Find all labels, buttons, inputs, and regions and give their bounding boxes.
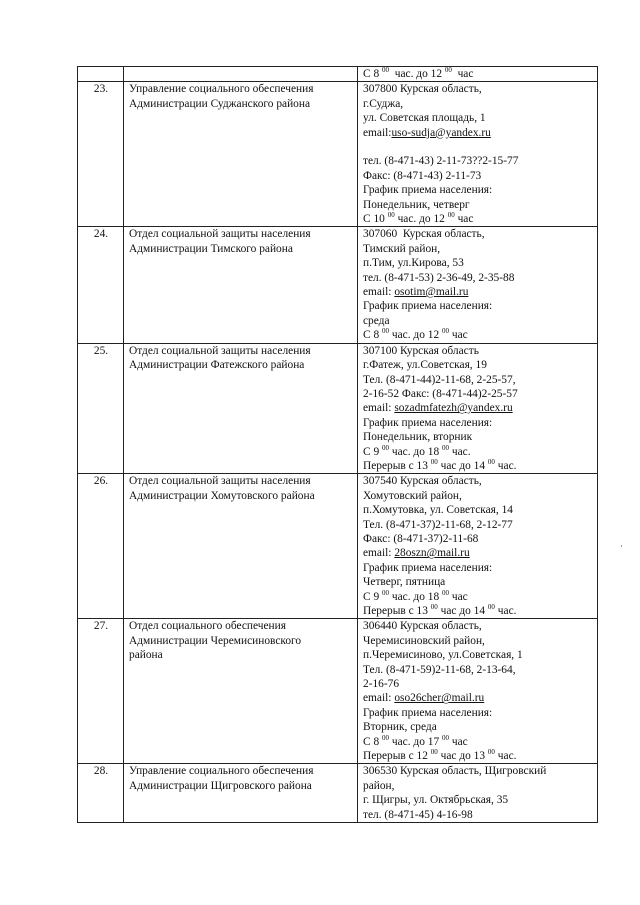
schedule-hours-suffix: час. bbox=[451, 445, 471, 458]
address-line: 307060 Курская область, bbox=[363, 228, 485, 241]
organization-name-line: Администрации Тимского района bbox=[129, 242, 293, 255]
break-hours bbox=[363, 604, 593, 618]
contact-info-cell bbox=[358, 82, 598, 227]
schedule-days: Понедельник, четверг bbox=[363, 198, 470, 211]
schedule-hours-prefix: С bbox=[363, 213, 371, 226]
phone-line: тел. (8-471-43) 2-11-73??2-15-77 bbox=[363, 155, 519, 168]
schedule-hours-prefix: С bbox=[363, 445, 371, 458]
contact-info-cell bbox=[358, 474, 598, 619]
schedule-hours-end-hour: 12 bbox=[430, 68, 443, 80]
schedule-hours-start-minutes: 00 bbox=[382, 66, 390, 74]
break-hours-end-minutes: 00 bbox=[487, 457, 495, 466]
schedule-hours-start-minutes: 00 bbox=[382, 588, 390, 597]
organization-cell bbox=[124, 619, 358, 764]
address-line: п.Тим, ул.Кирова, 53 bbox=[363, 257, 464, 270]
schedule-hours-suffix: час bbox=[451, 329, 468, 342]
organization-name-line: района bbox=[129, 649, 163, 662]
address-line: 306440 Курская область, bbox=[363, 620, 482, 633]
schedule-hours-suffix: час bbox=[451, 590, 468, 603]
email-line bbox=[363, 691, 593, 705]
break-hours-start-hour: 13 bbox=[416, 459, 428, 472]
schedule-hours-prefix: С bbox=[363, 735, 371, 748]
email-label: email: bbox=[363, 547, 395, 560]
organization-name-line: Управление социального обеспечения bbox=[129, 765, 314, 778]
contacts-table-body bbox=[78, 67, 598, 823]
contact-info-cell bbox=[358, 67, 598, 82]
break-hours bbox=[363, 749, 593, 763]
schedule-hours-start-hour: 8 bbox=[373, 735, 380, 748]
schedule-hours-until: час. до bbox=[391, 735, 428, 748]
break-hours-until: час до bbox=[440, 605, 474, 618]
break-hours-prefix: Перерыв с bbox=[363, 750, 414, 763]
address-line: Тел. (8-471-59)2-11-68, 2-13-64, bbox=[363, 663, 516, 676]
break-hours-start-minutes: 00 bbox=[430, 748, 438, 757]
table-row bbox=[78, 67, 598, 82]
schedule-hours-start-hour: 8 bbox=[373, 68, 380, 80]
address-line: г.Фатеж, ул.Советская, 19 bbox=[363, 359, 487, 372]
table-row bbox=[78, 227, 598, 343]
schedule-hours-start-hour: 9 bbox=[373, 445, 380, 458]
organization-name-line: Администрации Фатежского района bbox=[129, 359, 305, 372]
address-line: 306530 Курская область, Щигровский bbox=[363, 765, 547, 778]
email-link[interactable]: osotim@mail.ru bbox=[394, 286, 469, 299]
address-line: Тимский район, bbox=[363, 242, 441, 255]
schedule-hours-end-hour: 18 bbox=[427, 590, 440, 603]
break-hours-end-hour: 13 bbox=[473, 750, 486, 763]
scan-speck bbox=[621, 545, 622, 547]
address-line: Факс: (8-471-37)2-11-68 bbox=[363, 532, 479, 545]
schedule-hours-start-minutes: 00 bbox=[387, 211, 395, 220]
address-line: Тел. (8-471-37)2-11-68, 2-12-77 bbox=[363, 518, 513, 531]
schedule-hours-end-hour: 18 bbox=[427, 445, 440, 458]
address-line: г. Щигры, ул. Октябрьская, 35 bbox=[363, 794, 509, 807]
schedule-hours bbox=[363, 67, 593, 81]
schedule-hours-end-minutes: 00 bbox=[442, 733, 450, 742]
schedule-days: Четверг, пятница bbox=[363, 576, 446, 589]
break-hours bbox=[363, 459, 593, 473]
row-number: 27. bbox=[78, 619, 124, 764]
schedule-hours-until: час. до bbox=[391, 68, 431, 80]
table-row bbox=[78, 764, 598, 823]
organization-cell bbox=[124, 474, 358, 619]
organization-name-line: Администрации Черемисиновского bbox=[129, 634, 302, 647]
break-hours-suffix: час. bbox=[497, 605, 517, 618]
schedule-hours-end-minutes: 00 bbox=[442, 327, 450, 336]
schedule-hours-end-hour: 12 bbox=[427, 329, 440, 342]
organization-cell bbox=[124, 67, 358, 82]
schedule-hours-until: час. до bbox=[391, 445, 428, 458]
email-line bbox=[363, 285, 593, 299]
schedule-hours bbox=[363, 735, 593, 749]
row-number: 28. bbox=[78, 764, 124, 823]
email-label: email: bbox=[363, 126, 392, 139]
address-line: 2-16-76 bbox=[363, 678, 400, 691]
schedule-label: График приема населения: bbox=[363, 706, 493, 719]
email-line bbox=[363, 126, 593, 140]
table-row bbox=[78, 343, 598, 474]
email-link[interactable]: uso-sudja@yandex.ru bbox=[391, 126, 491, 139]
break-hours-until: час до bbox=[440, 750, 474, 763]
schedule-label: График приема населения: bbox=[363, 184, 493, 197]
schedule-hours-suffix: час bbox=[454, 68, 474, 80]
schedule-hours bbox=[363, 212, 593, 226]
break-hours-end-hour: 14 bbox=[473, 605, 486, 618]
table-row bbox=[78, 82, 598, 227]
organization-name-line: Отдел социального обеспечения bbox=[129, 620, 286, 633]
organization-name-line: Управление социального обеспечения bbox=[129, 83, 314, 96]
schedule-days: Понедельник, вторник bbox=[363, 431, 473, 444]
address-line: 307800 Курская область, bbox=[363, 83, 482, 96]
break-hours-end-minutes: 00 bbox=[487, 603, 495, 612]
address-line: п.Хомутовка, ул. Советская, 14 bbox=[363, 504, 513, 517]
schedule-label: График приема населения: bbox=[363, 300, 493, 313]
schedule-hours bbox=[363, 445, 593, 459]
schedule-hours-suffix: час bbox=[451, 735, 468, 748]
address-line: ул. Советская площадь, 1 bbox=[363, 112, 486, 125]
schedule-hours bbox=[363, 328, 593, 342]
address-line: 307540 Курская область, bbox=[363, 475, 482, 488]
schedule-hours-end-minutes: 00 bbox=[442, 443, 450, 452]
break-hours-end-minutes: 00 bbox=[487, 748, 495, 757]
break-hours-start-hour: 13 bbox=[416, 605, 428, 618]
organization-cell bbox=[124, 764, 358, 823]
schedule-hours-end-minutes: 00 bbox=[444, 66, 452, 74]
break-hours-prefix: Перерыв с bbox=[363, 459, 414, 472]
schedule-hours-start-hour: 9 bbox=[373, 590, 380, 603]
break-hours-start-hour: 12 bbox=[416, 750, 428, 763]
address-line: Тел. (8-471-44)2-11-68, 2-25-57, bbox=[363, 373, 516, 386]
schedule-label: График приема населения: bbox=[363, 561, 493, 574]
schedule-hours-start-minutes: 00 bbox=[382, 443, 390, 452]
row-number: 23. bbox=[78, 82, 124, 227]
schedule-hours-prefix: С bbox=[363, 68, 371, 80]
schedule-hours-prefix: С bbox=[363, 590, 371, 603]
contact-info-cell bbox=[358, 619, 598, 764]
email-link[interactable]: sozadmfatezh@yandex.ru bbox=[394, 402, 513, 415]
address-line: 2-16-52 Факс: (8-471-44)2-25-57 bbox=[363, 387, 518, 400]
organization-cell bbox=[124, 82, 358, 227]
address-line: Хомутовский район, bbox=[363, 489, 462, 502]
schedule-hours-suffix: час bbox=[457, 213, 474, 226]
break-hours-suffix: час. bbox=[497, 459, 517, 472]
schedule-hours-start-hour: 10 bbox=[373, 213, 385, 226]
email-label: email: bbox=[363, 402, 395, 415]
organization-name-line: Отдел социальной защиты населения bbox=[129, 228, 311, 241]
break-hours-start-minutes: 00 bbox=[430, 603, 438, 612]
contact-info-cell bbox=[358, 764, 598, 823]
schedule-hours-prefix: С bbox=[363, 329, 371, 342]
organization-name-line: Администрации Хомутовского района bbox=[129, 489, 315, 502]
schedule-hours bbox=[363, 590, 593, 604]
table-row bbox=[78, 474, 598, 619]
schedule-hours-start-minutes: 00 bbox=[382, 733, 390, 742]
break-hours-suffix: час. bbox=[497, 750, 517, 763]
address-line: г.Суджа, bbox=[363, 97, 404, 110]
organization-cell bbox=[124, 227, 358, 343]
organization-cell bbox=[124, 343, 358, 474]
row-number: 24. bbox=[78, 227, 124, 343]
organization-name-line: Администрации Щигровского района bbox=[129, 779, 312, 792]
phone-line: Факс: (8-471-43) 2-11-73 bbox=[363, 169, 482, 182]
email-line bbox=[363, 401, 593, 415]
address-line: 307100 Курская область bbox=[363, 344, 479, 357]
break-hours-end-hour: 14 bbox=[473, 459, 486, 472]
address-line: тел. (8-471-45) 4-16-98 bbox=[363, 808, 473, 821]
email-label: email: bbox=[363, 286, 395, 299]
break-hours-start-minutes: 00 bbox=[430, 457, 438, 466]
schedule-hours-until: час. до bbox=[391, 590, 428, 603]
contacts-table bbox=[77, 66, 598, 823]
email-link[interactable]: oso26cher@mail.ru bbox=[394, 692, 485, 705]
row-number: 26. bbox=[78, 474, 124, 619]
schedule-hours-until: час. до bbox=[391, 329, 428, 342]
email-label: email: bbox=[363, 692, 395, 705]
organization-name-line: Отдел социальной защиты населения bbox=[129, 344, 311, 357]
address-line: район, bbox=[363, 779, 395, 792]
schedule-hours-until: час. до bbox=[397, 213, 434, 226]
contact-info-cell bbox=[358, 227, 598, 343]
email-link[interactable]: 28oszn@mail.ru bbox=[394, 547, 470, 560]
row-number: 25. bbox=[78, 343, 124, 474]
schedule-hours-start-minutes: 00 bbox=[382, 327, 390, 336]
schedule-hours-start-hour: 8 bbox=[373, 329, 380, 342]
break-hours-until: час до bbox=[440, 459, 474, 472]
address-line: Черемисиновский район, bbox=[363, 634, 485, 647]
organization-name-line: Администрации Суджанского района bbox=[129, 97, 311, 110]
organization-name-line: Отдел социальной защиты населения bbox=[129, 475, 311, 488]
schedule-days: Вторник, среда bbox=[363, 721, 437, 734]
schedule-hours-end-minutes: 00 bbox=[447, 211, 455, 220]
row-number bbox=[78, 67, 124, 82]
break-hours-prefix: Перерыв с bbox=[363, 605, 414, 618]
schedule-hours-end-hour: 12 bbox=[433, 213, 445, 226]
schedule-days: среда bbox=[363, 314, 390, 327]
contact-info-cell bbox=[358, 343, 598, 474]
schedule-label: График приема населения: bbox=[363, 416, 493, 429]
schedule-hours-end-hour: 17 bbox=[427, 735, 440, 748]
schedule-hours-end-minutes: 00 bbox=[442, 588, 450, 597]
table-row bbox=[78, 619, 598, 764]
address-line: тел. (8-471-53) 2-36-49, 2-35-88 bbox=[363, 271, 515, 284]
email-line bbox=[363, 546, 593, 560]
blank-line bbox=[363, 140, 593, 154]
address-line: п.Черемисиново, ул.Советская, 1 bbox=[363, 649, 523, 662]
